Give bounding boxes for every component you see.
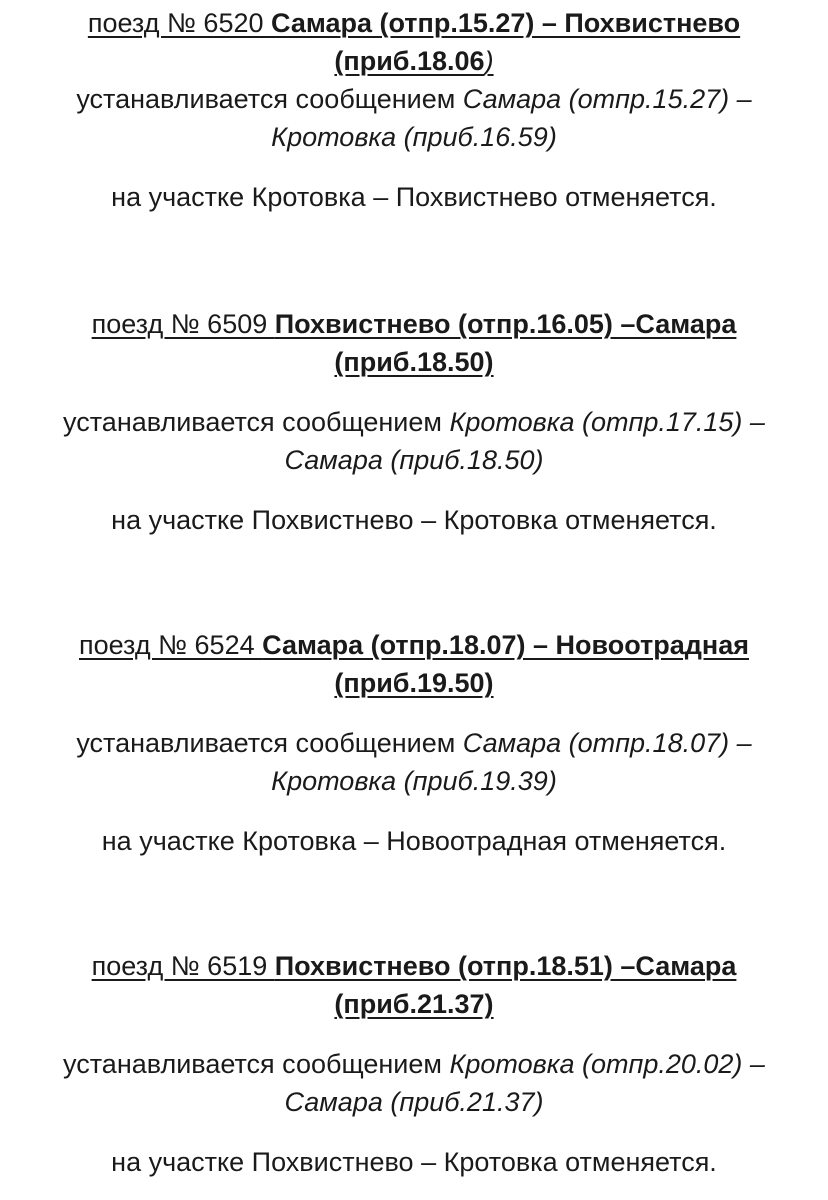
change-route: Кротовка (отпр.20.02) – Самара (приб.21.37) — [284, 1049, 765, 1117]
train-cancel: на участке Похвистнево – Кротовка отменяется. — [111, 505, 717, 535]
train-title-suffix: ) — [484, 46, 494, 76]
train-cancel: на участке Кротовка – Похвистнево отменяется. — [111, 182, 717, 212]
change-text: устанавливается сообщением — [63, 407, 450, 437]
train-number: поезд № 6520 — [87, 8, 271, 38]
train-change — [30, 80, 798, 156]
train-route: Похвистнево (отпр.18.51) –Самара (приб.21.37) — [274, 951, 737, 1019]
train-route: Самара (отпр.15.27) – Похвистнево (приб.18.06 — [271, 8, 741, 76]
change-text: устанавливается сообщением — [76, 728, 463, 758]
train-change — [30, 724, 798, 800]
change-text: устанавливается сообщением — [63, 1049, 450, 1079]
train-notice — [30, 947, 798, 1181]
change-route: Самара (отпр.15.27) – Кротовка (приб.16.59) — [271, 84, 752, 152]
train-number: поезд № 6524 — [78, 630, 263, 660]
change-text: устанавливается сообщением — [76, 84, 463, 114]
train-notice — [30, 305, 798, 539]
train-number: поезд № 6509 — [91, 309, 275, 339]
change-route: Самара (отпр.18.07) – Кротовка (приб.19.39) — [271, 728, 752, 796]
train-notice — [30, 626, 798, 860]
train-route: Похвистнево (отпр.16.05) –Самара (приб.18.50) — [274, 309, 737, 377]
train-title — [30, 305, 798, 381]
train-route: Самара (отпр.18.07) – Новоотрадная (приб.19.50) — [262, 630, 750, 698]
train-title — [30, 4, 798, 80]
train-title — [30, 947, 798, 1023]
train-cancel: на участке Похвистнево – Кротовка отменяется. — [111, 1147, 717, 1177]
train-title — [30, 626, 798, 702]
change-route: Кротовка (отпр.17.15) – Самара (приб.18.50) — [284, 407, 765, 475]
train-notice — [30, 4, 798, 216]
train-change — [30, 403, 798, 479]
train-change — [30, 1045, 798, 1121]
train-cancel: на участке Кротовка – Новоотрадная отменяется. — [101, 826, 727, 856]
train-number: поезд № 6519 — [91, 951, 275, 981]
